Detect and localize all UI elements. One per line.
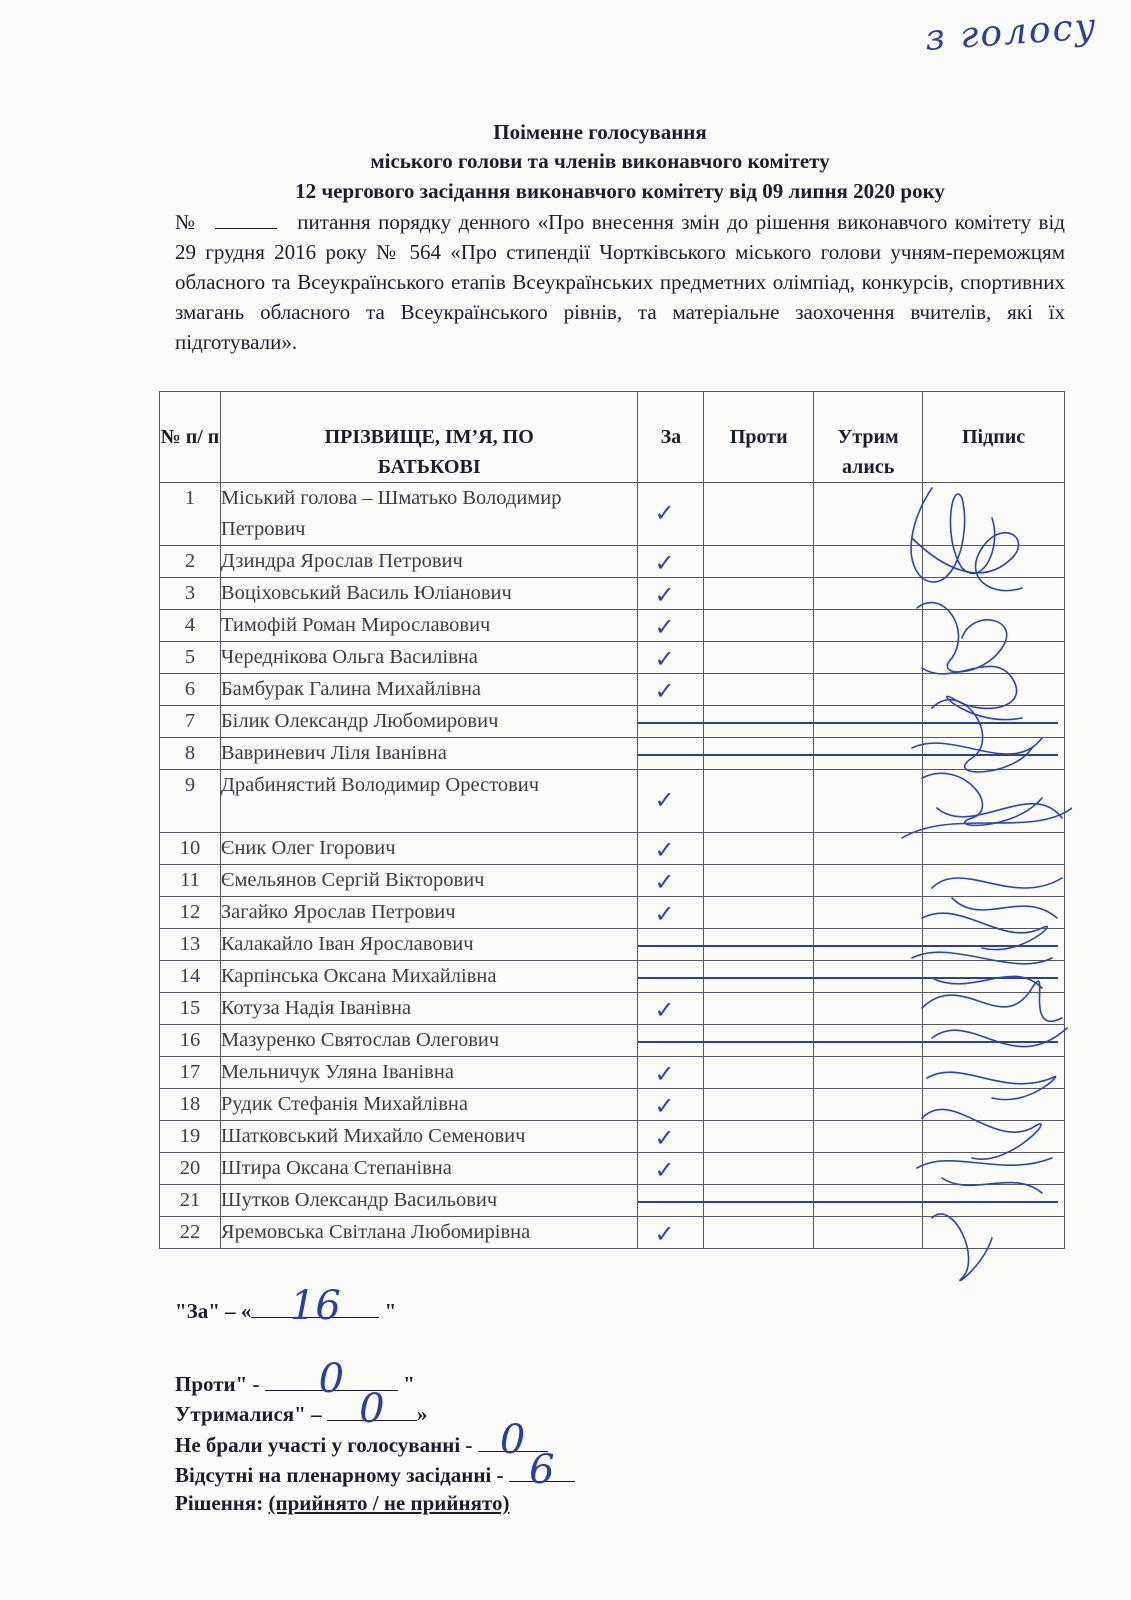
row-number: 4 xyxy=(160,610,221,642)
vote-za-cell xyxy=(638,833,704,865)
row-number: 9 xyxy=(160,770,221,833)
row-number: 10 xyxy=(160,833,221,865)
check-mark-icon: ✓ xyxy=(654,581,675,609)
member-name: Череднікова Ольга Василівна xyxy=(220,642,638,674)
header-za: За xyxy=(638,392,704,483)
signatures-scribble xyxy=(892,478,1072,1288)
row-number: 15 xyxy=(160,993,221,1025)
title-line-2: міського голови та членів виконавчого комітету xyxy=(370,149,830,173)
vote-proty-cell xyxy=(704,865,814,897)
member-name: Калакайло Іван Ярославович xyxy=(220,929,638,961)
question-number-blank xyxy=(215,227,277,229)
vote-za-cell xyxy=(638,1089,704,1121)
title-line-3: 12 чергового засідання виконавчого комітету від 09 липня 2020 року xyxy=(295,179,945,203)
check-mark-icon: ✓ xyxy=(654,1060,675,1088)
check-mark-icon: ✓ xyxy=(654,549,675,577)
row-number: 3 xyxy=(160,578,221,610)
tally-vidsutni: Відсутні на пленарному засіданні - 6 xyxy=(175,1459,575,1490)
check-mark-icon: ✓ xyxy=(654,645,675,673)
row-number: 11 xyxy=(160,865,221,897)
tally-ne-braly: Не брали участі у голосуванні - 0 xyxy=(175,1429,548,1460)
member-name: Яремовська Світлана Любомирівна xyxy=(220,1217,638,1249)
vote-proty-cell xyxy=(704,1121,814,1153)
tally-vid-value: 6 xyxy=(529,1447,555,1493)
vote-za-cell xyxy=(638,578,704,610)
vote-za-cell xyxy=(638,993,704,1025)
check-mark-icon: ✓ xyxy=(654,613,675,641)
check-mark-icon: ✓ xyxy=(654,1220,675,1248)
title-line-1: Поіменне голосування xyxy=(493,120,707,144)
vote-proty-cell xyxy=(704,610,814,642)
header-pidpys: Підпис xyxy=(923,392,1065,483)
member-name: Загайко Ярослав Петрович xyxy=(220,897,638,929)
vote-proty-cell xyxy=(704,1217,814,1249)
member-name: Мельничук Уляна Іванівна xyxy=(220,1057,638,1089)
vote-za-cell xyxy=(638,1057,704,1089)
vote-za-cell xyxy=(638,642,704,674)
row-number: 6 xyxy=(160,674,221,706)
vote-za-cell xyxy=(638,1153,704,1185)
member-name: Штира Оксана Степанівна xyxy=(220,1153,638,1185)
vote-za-cell xyxy=(638,897,704,929)
member-name: Шатковський Михайло Семенович xyxy=(220,1121,638,1153)
member-name: Карпінська Оксана Михайлівна xyxy=(220,961,638,993)
member-name: Мазуренко Святослав Олегович xyxy=(220,1025,638,1057)
row-number: 19 xyxy=(160,1121,221,1153)
vote-za-cell xyxy=(638,865,704,897)
header-num: № п/ п xyxy=(160,392,221,483)
tally-za: "За" – « 16 " xyxy=(175,1283,397,1329)
row-number: 5 xyxy=(160,642,221,674)
vote-proty-cell xyxy=(704,1153,814,1185)
check-mark-icon: ✓ xyxy=(654,1124,675,1152)
vote-za-cell xyxy=(638,610,704,642)
member-name: Білик Олександр Любомирович xyxy=(220,706,638,738)
vote-proty-cell xyxy=(704,546,814,578)
vote-proty-cell xyxy=(704,993,814,1025)
row-number: 17 xyxy=(160,1057,221,1089)
vote-proty-cell xyxy=(704,1089,814,1121)
vote-proty-cell xyxy=(704,897,814,929)
member-name: Шутков Олександр Васильович xyxy=(220,1185,638,1217)
row-number: 8 xyxy=(160,738,221,770)
member-name: Міський голова – Шматько Володимир Петрович xyxy=(220,483,638,546)
header-proty: Проти xyxy=(704,392,814,483)
vote-proty-cell xyxy=(704,833,814,865)
member-name: Ємельянов Сергій Вікторович xyxy=(220,865,638,897)
decision-value: (прийнято / не прийнято) xyxy=(268,1491,510,1515)
vote-proty-cell xyxy=(704,642,814,674)
check-mark-icon: ✓ xyxy=(654,499,675,527)
vote-za-cell xyxy=(638,546,704,578)
row-number: 18 xyxy=(160,1089,221,1121)
row-number: 20 xyxy=(160,1153,221,1185)
tally-utrymalysia: Утрималися" – 0 » xyxy=(175,1386,428,1432)
vote-za-cell xyxy=(638,483,704,546)
member-name: Котуза Надія Іванівна xyxy=(220,993,638,1025)
vote-proty-cell xyxy=(704,674,814,706)
vote-za-cell xyxy=(638,770,704,833)
tally-utr-value: 0 xyxy=(359,1386,385,1432)
row-number: 13 xyxy=(160,929,221,961)
tally-za-value: 16 xyxy=(289,1283,341,1329)
table-header-row xyxy=(160,392,1065,483)
row-number: 12 xyxy=(160,897,221,929)
check-mark-icon: ✓ xyxy=(654,836,675,864)
check-mark-icon: ✓ xyxy=(654,1156,675,1184)
vote-za-cell xyxy=(638,1217,704,1249)
member-name: Воціховський Василь Юліанович xyxy=(220,578,638,610)
check-mark-icon: ✓ xyxy=(654,1092,675,1120)
row-number: 16 xyxy=(160,1025,221,1057)
member-name: Єник Олег Ігорович xyxy=(220,833,638,865)
row-number: 2 xyxy=(160,546,221,578)
question-text: питання порядку денного «Про внесення змін до рішення виконавчого комітету від 29 грудня 2016 року № 564 «Про стипендії Чортківського міського голови учням-переможцям обласного та Всеукраїнського етапів Всеукраїнських предметних олімпіад, конкурсів, спортивних змагань обласного та Всеукраїнського рівнів, та матеріальне заохочення вчителів, які їх підготували». xyxy=(175,210,1065,354)
vote-proty-cell xyxy=(704,1057,814,1089)
row-number: 21 xyxy=(160,1185,221,1217)
header-name: ПРІЗВИЩЕ, ІМ’Я, ПО БАТЬКОВІ xyxy=(220,392,638,483)
member-name: Тимофій Роман Мирославович xyxy=(220,610,638,642)
number-sign: № xyxy=(175,210,198,234)
tally-proty-value: 0 xyxy=(318,1356,345,1402)
row-number: 7 xyxy=(160,706,221,738)
vote-proty-cell xyxy=(704,483,814,546)
member-name: Драбинястий Володимир Орестович xyxy=(220,770,638,833)
row-number: 1 xyxy=(160,483,221,546)
member-name: Рудик Стефанія Михайлівна xyxy=(220,1089,638,1121)
row-number: 14 xyxy=(160,961,221,993)
handwritten-note: з голосу xyxy=(923,6,1099,59)
agenda-question xyxy=(175,207,1065,357)
vote-proty-cell xyxy=(704,770,814,833)
check-mark-icon: ✓ xyxy=(654,900,675,928)
header-utrym: Утрим ались xyxy=(814,392,923,483)
tally-ne-value: 0 xyxy=(499,1417,526,1463)
vote-proty-cell xyxy=(704,578,814,610)
vote-za-cell xyxy=(638,674,704,706)
member-name: Бамбурак Галина Михайлівна xyxy=(220,674,638,706)
tally-rishennia: Рішення: (прийнято / не прийнято) xyxy=(175,1491,510,1515)
vote-za-cell xyxy=(638,1121,704,1153)
row-number: 22 xyxy=(160,1217,221,1249)
member-name: Дзиндра Ярослав Петрович xyxy=(220,546,638,578)
check-mark-icon: ✓ xyxy=(654,996,675,1024)
member-name: Вавриневич Ліля Іванівна xyxy=(220,738,638,770)
check-mark-icon: ✓ xyxy=(654,868,675,896)
check-mark-icon: ✓ xyxy=(654,786,675,814)
check-mark-icon: ✓ xyxy=(654,677,675,705)
tally-proty: Проти" - 0 " xyxy=(175,1356,415,1402)
